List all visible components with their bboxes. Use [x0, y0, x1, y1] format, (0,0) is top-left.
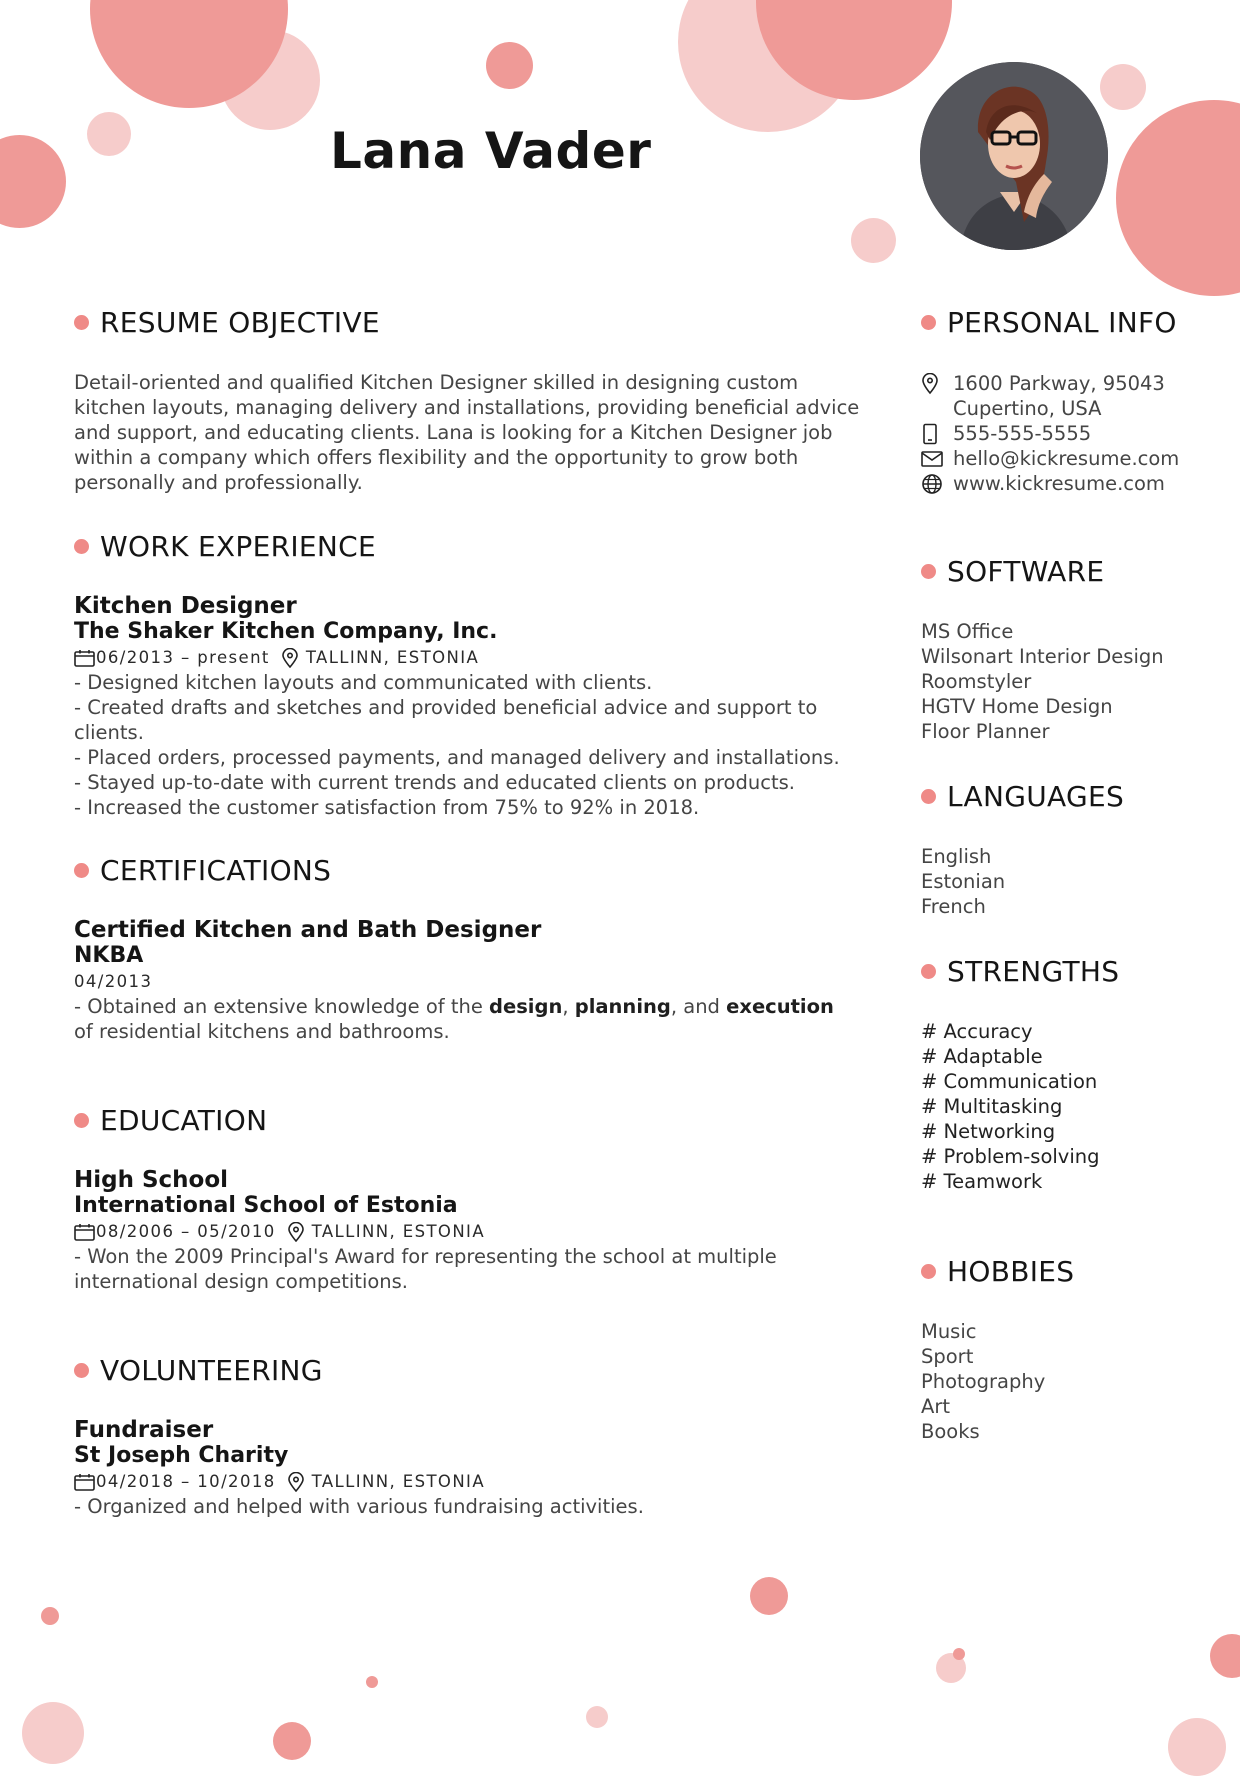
list-item: - Designed kitchen layouts and communicated with clients. — [74, 671, 653, 694]
work-heading-label: WORK EXPERIENCE — [100, 530, 376, 563]
calendar-icon — [74, 1223, 96, 1241]
objective-heading — [74, 306, 874, 339]
objective-text: Detail-oriented and qualified Kitchen Designer skilled in designing custom kitchen layouts, managing delivery and installations, providing beneficial advice and support, and educating clients. Lana is looking for a Kitchen Designer job within a company which offers flexibility and the opportunity to grow both personally and professionally. — [74, 371, 860, 494]
list-item: French — [921, 895, 986, 918]
decor-bubble — [366, 1676, 378, 1688]
volunteering-location: TALLINN, ESTONIA — [311, 1472, 486, 1491]
list-item: # Networking — [921, 1120, 1056, 1143]
list-item: MS Office — [921, 620, 1014, 643]
education-heading-label: EDUCATION — [100, 1104, 268, 1137]
hobbies-section — [921, 1255, 1221, 1444]
bullet-dot — [921, 564, 936, 579]
bullet-dot — [74, 863, 89, 878]
list-item: HGTV Home Design — [921, 695, 1113, 718]
phone-number[interactable]: 555-555-5555 — [953, 422, 1092, 445]
education-heading — [74, 1104, 874, 1137]
job-meta — [74, 645, 884, 670]
education-location: TALLINN, ESTONIA — [311, 1222, 486, 1241]
certifications-heading-label: CERTIFICATIONS — [100, 854, 332, 887]
work-heading — [74, 530, 884, 563]
list-item: English — [921, 845, 992, 868]
list-item: - Increased the customer satisfaction from 75% to 92% in 2018. — [74, 796, 700, 819]
school-name: International School of Estonia — [74, 1193, 458, 1218]
list-item: Photography — [921, 1370, 1046, 1393]
volunteering-meta — [74, 1469, 874, 1494]
location-pin-icon — [286, 1222, 306, 1242]
list-item: Wilsonart Interior Design — [921, 645, 1164, 668]
languages-list — [921, 844, 1221, 919]
strengths-section — [921, 955, 1221, 1194]
decor-bubble — [750, 1577, 788, 1615]
decor-bubble — [41, 1607, 59, 1625]
address-row — [921, 371, 1221, 396]
calendar-icon — [74, 649, 96, 667]
decor-bubble — [1116, 100, 1240, 296]
volunteering-dates: 04/2018 – 10/2018 — [96, 1472, 276, 1491]
certification-date: 04/2013 — [74, 972, 153, 991]
list-item: # Multitasking — [921, 1095, 1063, 1118]
decor-bubble — [851, 218, 896, 263]
hobbies-list — [921, 1319, 1221, 1444]
calendar-icon — [74, 1473, 96, 1491]
list-item: # Accuracy — [921, 1020, 1033, 1043]
list-item: Art — [921, 1395, 951, 1418]
job-title: Kitchen Designer — [74, 593, 297, 619]
list-item: Roomstyler — [921, 670, 1032, 693]
volunteering-title: Fundraiser — [74, 1417, 214, 1443]
email-link[interactable]: hello@kickresume.com — [953, 447, 1180, 470]
decor-bubble — [1168, 1718, 1226, 1776]
software-heading-label: SOFTWARE — [947, 555, 1105, 588]
decor-bubble — [486, 42, 533, 89]
education-meta — [74, 1219, 874, 1244]
job-dates: 06/2013 – present — [96, 648, 270, 667]
list-item: - Created drafts and sketches and provided beneficial advice and support to clients. — [74, 696, 818, 744]
address-row-2 — [921, 396, 1221, 421]
software-list — [921, 619, 1221, 744]
location-pin-icon — [280, 648, 300, 668]
list-item: Floor Planner — [921, 720, 1050, 743]
certifications-heading — [74, 854, 854, 887]
list-item: Estonian — [921, 870, 1006, 893]
certification-title: Certified Kitchen and Bath Designer — [74, 917, 542, 943]
list-item: - Placed orders, processed payments, and managed delivery and installations. — [74, 746, 840, 769]
decor-bubble — [1100, 64, 1146, 110]
personal-info-section — [921, 306, 1221, 496]
list-item: # Teamwork — [921, 1170, 1043, 1193]
bullet-dot — [921, 1264, 936, 1279]
list-item: Books — [921, 1420, 980, 1443]
software-section — [921, 555, 1221, 744]
website-row — [921, 471, 1221, 496]
list-item: # Problem-solving — [921, 1145, 1100, 1168]
decor-bubble — [22, 1702, 84, 1764]
objective-section — [74, 306, 874, 495]
education-section — [74, 1104, 874, 1294]
hobbies-heading — [921, 1255, 1221, 1288]
decor-bubble — [953, 1648, 965, 1660]
hobbies-heading-label: HOBBIES — [947, 1255, 1075, 1288]
list-item: Music — [921, 1320, 977, 1343]
languages-section — [921, 780, 1221, 919]
work-experience-section — [74, 530, 884, 820]
list-item: - Stayed up-to-date with current trends and educated clients on products. — [74, 771, 795, 794]
strengths-list — [921, 1019, 1221, 1194]
software-heading — [921, 555, 1221, 588]
volunteering-description: - Organized and helped with various fundraising activities. — [74, 1495, 644, 1518]
decor-bubble — [0, 135, 66, 228]
decor-bubble — [586, 1706, 608, 1728]
volunteering-section — [74, 1354, 874, 1519]
bullet-dot — [74, 1113, 89, 1128]
address-line-1: 1600 Parkway, 95043 — [953, 372, 1165, 395]
company-name: The Shaker Kitchen Company, Inc. — [74, 619, 498, 644]
list-item: Sport — [921, 1345, 974, 1368]
certification-org: NKBA — [74, 943, 144, 968]
decor-bubble — [1210, 1634, 1240, 1678]
phone-icon — [921, 423, 939, 445]
strengths-heading — [921, 955, 1221, 988]
website-link[interactable]: www.kickresume.com — [953, 472, 1165, 495]
personal-info-heading-label: PERSONAL INFO — [947, 306, 1177, 339]
volunteering-heading-label: VOLUNTEERING — [100, 1354, 323, 1387]
languages-heading-label: LANGUAGES — [947, 780, 1125, 813]
job-bullets — [74, 670, 884, 820]
volunteering-heading — [74, 1354, 874, 1387]
globe-icon — [921, 473, 943, 495]
education-title: High School — [74, 1167, 229, 1193]
phone-row — [921, 421, 1221, 446]
decor-bubble — [87, 112, 131, 156]
bullet-dot — [921, 964, 936, 979]
certification-description: - Obtained an extensive knowledge of the design, planning, and execution of residential kitchens and bathrooms. — [74, 995, 834, 1043]
certifications-section — [74, 854, 854, 1044]
education-dates: 08/2006 – 05/2010 — [96, 1222, 276, 1241]
personal-info-heading — [921, 306, 1221, 339]
list-item: # Adaptable — [921, 1045, 1043, 1068]
location-pin-icon — [286, 1472, 306, 1492]
bullet-dot — [74, 315, 89, 330]
list-item: # Communication — [921, 1070, 1098, 1093]
email-row — [921, 446, 1221, 471]
mail-icon — [921, 450, 943, 468]
bullet-dot — [74, 1363, 89, 1378]
candidate-name: Lana Vader — [330, 122, 652, 180]
strengths-heading-label: STRENGTHS — [947, 955, 1120, 988]
languages-heading — [921, 780, 1221, 813]
address-line-2: Cupertino, USA — [953, 397, 1102, 420]
bullet-dot — [74, 539, 89, 554]
volunteering-org: St Joseph Charity — [74, 1443, 289, 1468]
profile-photo — [920, 62, 1108, 250]
objective-heading-label: RESUME OBJECTIVE — [100, 306, 380, 339]
job-location: TALLINN, ESTONIA — [305, 648, 480, 667]
decor-bubble — [273, 1722, 311, 1760]
person-portrait-icon — [920, 62, 1108, 250]
bullet-dot — [921, 315, 936, 330]
location-pin-icon — [921, 373, 939, 395]
bullet-dot — [921, 789, 936, 804]
education-description: - Won the 2009 Principal's Award for representing the school at multiple international design competitions. — [74, 1245, 777, 1293]
